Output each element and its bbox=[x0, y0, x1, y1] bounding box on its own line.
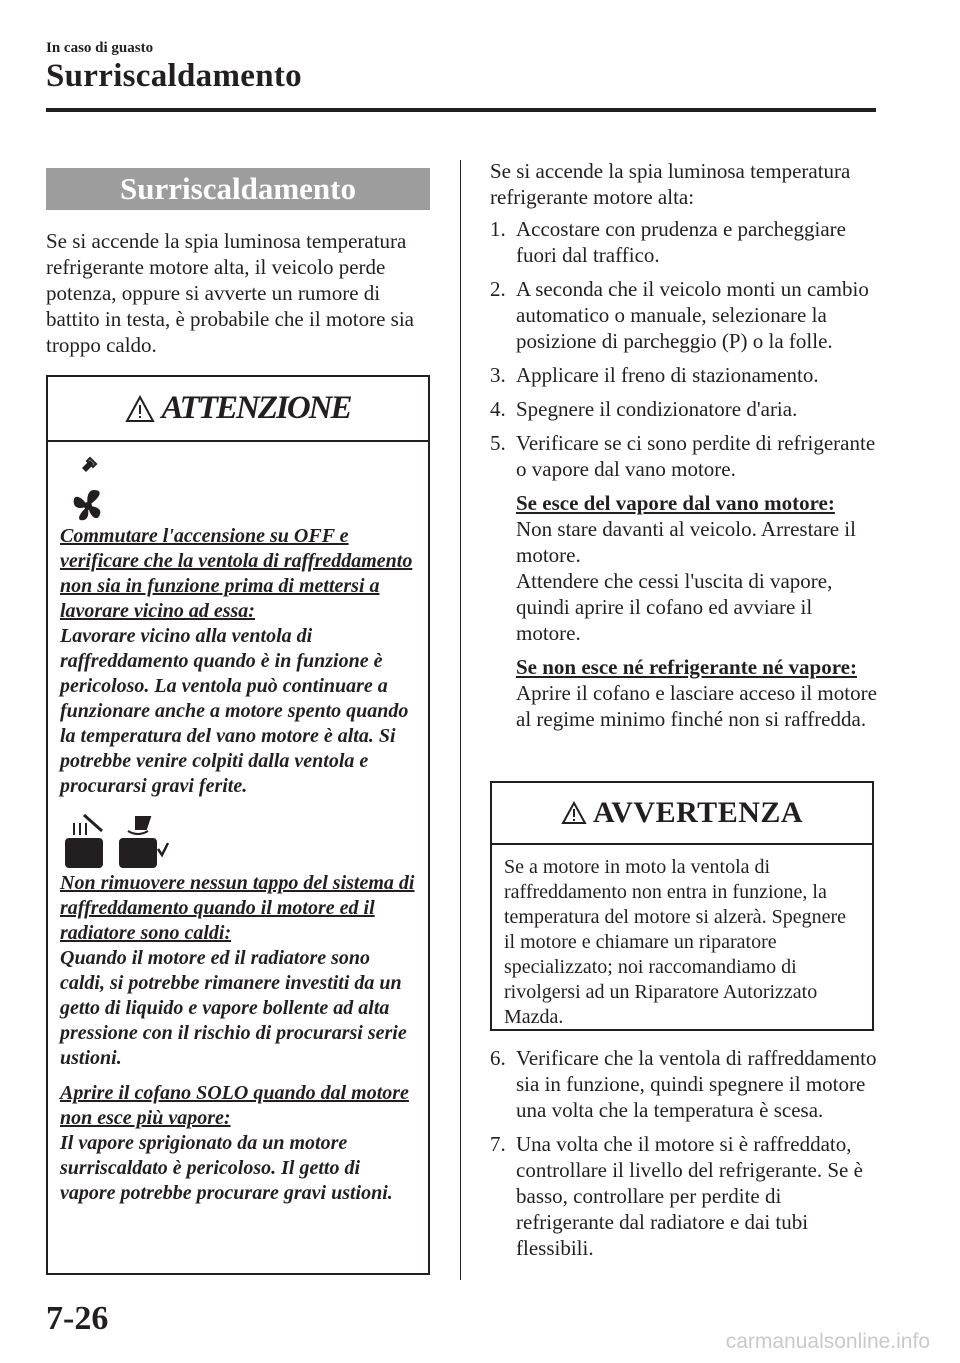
sub1-heading: Se esce del vapore dal vano motore: bbox=[516, 491, 835, 515]
list-item bbox=[490, 1045, 880, 1123]
step-number: 3. bbox=[490, 363, 506, 387]
steps-list-continued bbox=[490, 1045, 880, 1269]
warning-block2-text: Quando il motore ed il radiatore sono caldi, si potrebbe rimanere investiti da un getto di liquido e vapore bollente ad alta pressione con il rischio di procurarsi serie ustioni. bbox=[60, 947, 407, 1069]
warning-block2-heading: Non rimuovere nessun tappo del sistema di raffreddamento quando il motore ed il radiatore sono caldi: bbox=[60, 872, 415, 944]
warning-box bbox=[46, 375, 430, 1275]
radiator-cap-icon bbox=[60, 809, 170, 871]
list-item bbox=[490, 362, 880, 388]
intro-paragraph: Se si accende la spia luminosa temperatura refrigerante motore alta, il veicolo perde potenza, oppure si avverte un rumore di battito in testa, è probabile che il motore sia troppo caldo. bbox=[46, 229, 414, 357]
step-text: Accostare con prudenza e parcheggiare fuori dal traffico. bbox=[516, 217, 846, 267]
step-number: 4. bbox=[490, 397, 506, 421]
step-number: 1. bbox=[490, 217, 506, 241]
step-number: 5. bbox=[490, 431, 506, 455]
fan-hand-icon bbox=[60, 454, 116, 524]
step-number: 7. bbox=[490, 1132, 506, 1156]
step-text: Verificare se ci sono perdite di refrigerante o vapore dal vano motore. bbox=[516, 431, 876, 481]
step-text: Una volta che il motore si è raffreddato, controllare il livello del refrigerante. Se è basso, controllare per perdite di refrigerante dal radiatore e dai tubi flessibili. bbox=[516, 1132, 863, 1260]
list-item bbox=[490, 430, 880, 482]
radiator-pictogram-row bbox=[60, 809, 418, 871]
warning-header bbox=[48, 377, 428, 442]
right-column bbox=[490, 158, 880, 740]
step-text: Spegnere il condizionatore d'aria. bbox=[516, 397, 798, 421]
warning-title: ATTENZIONE bbox=[161, 390, 351, 426]
step-text: Verificare che la ventola di raffreddamento sia in funzione, quindi spegnere il motore una volta che la temperatura è scesa. bbox=[516, 1046, 877, 1122]
section-label: In caso di guasto bbox=[46, 40, 154, 56]
sub-case-steam bbox=[516, 490, 880, 646]
list-item bbox=[490, 216, 880, 268]
warning-block1-text: Lavorare vicino alla ventola di raffreddamento quando è in funzione è pericoloso. La ventola può continuare a funzionare anche a motore spento quando la temperatura del vano motore è alta. Si potrebbe venire colpiti dalla ventola e procurarsi gravi ferite. bbox=[60, 625, 409, 797]
list-item bbox=[490, 396, 880, 422]
caution-text: Se a motore in moto la ventola di raffreddamento non entra in funzione, la temperatura del motore si alzerà. Spegnere il motore e chiamare un riparatore specializzato; noi raccomandiamo di rivolgersi ad un Riparatore Autorizzato Mazda. bbox=[504, 856, 847, 1028]
page-number: 7-26 bbox=[46, 1300, 109, 1337]
list-item bbox=[490, 276, 880, 354]
sub2-heading: Se non esce né refrigerante né vapore: bbox=[516, 655, 857, 679]
step-number: 2. bbox=[490, 277, 506, 301]
sub2-text: Aprire il cofano e lasciare acceso il motore al regime minimo finché non si raffredda. bbox=[516, 681, 877, 731]
sub1-text-b: Attendere che cessi l'uscita di vapore, quindi aprire il cofano ed avviare il motore. bbox=[516, 569, 833, 645]
step-text: A seconda che il veicolo monti un cambio automatico o manuale, selezionare la posizione di parcheggio (P) o la folle. bbox=[516, 277, 869, 353]
sub1-text-a: Non stare davanti al veicolo. Arrestare il motore. bbox=[516, 517, 856, 567]
caution-box bbox=[490, 781, 874, 1031]
fan-pictogram-row bbox=[60, 454, 418, 524]
page-title: Surriscaldamento bbox=[46, 58, 302, 94]
section-banner: Surriscaldamento bbox=[46, 168, 430, 210]
header-rule bbox=[46, 108, 876, 112]
step-number: 6. bbox=[490, 1046, 506, 1070]
caution-title: AVVERTENZA bbox=[592, 796, 804, 829]
warning-block3-heading: Aprire il cofano SOLO quando dal motore non esce più vapore: bbox=[60, 1082, 409, 1129]
column-divider bbox=[460, 160, 461, 1280]
list-item bbox=[490, 1131, 880, 1261]
step-text: Applicare il freno di stazionamento. bbox=[516, 363, 819, 387]
right-lead: Se si accende la spia luminosa temperatura refrigerante motore alta: bbox=[490, 159, 851, 209]
warning-body bbox=[48, 442, 428, 1206]
warning-block3-text: Il vapore sprigionato da un motore surriscaldato è pericoloso. Il getto di vapore potrebbe procurare gravi ustioni. bbox=[60, 1132, 393, 1204]
warning-triangle-icon bbox=[125, 395, 155, 423]
steps-list bbox=[490, 216, 880, 482]
caution-triangle-icon bbox=[561, 801, 587, 825]
warning-block1-heading: Commutare l'accensione su OFF e verificare che la ventola di raffreddamento non sia in funzione prima di mettersi a lavorare vicino ad essa: bbox=[60, 525, 413, 622]
caution-header bbox=[492, 783, 872, 845]
watermark: carmanualsonline.info bbox=[725, 1330, 930, 1353]
sub-case-no-steam bbox=[516, 654, 880, 732]
